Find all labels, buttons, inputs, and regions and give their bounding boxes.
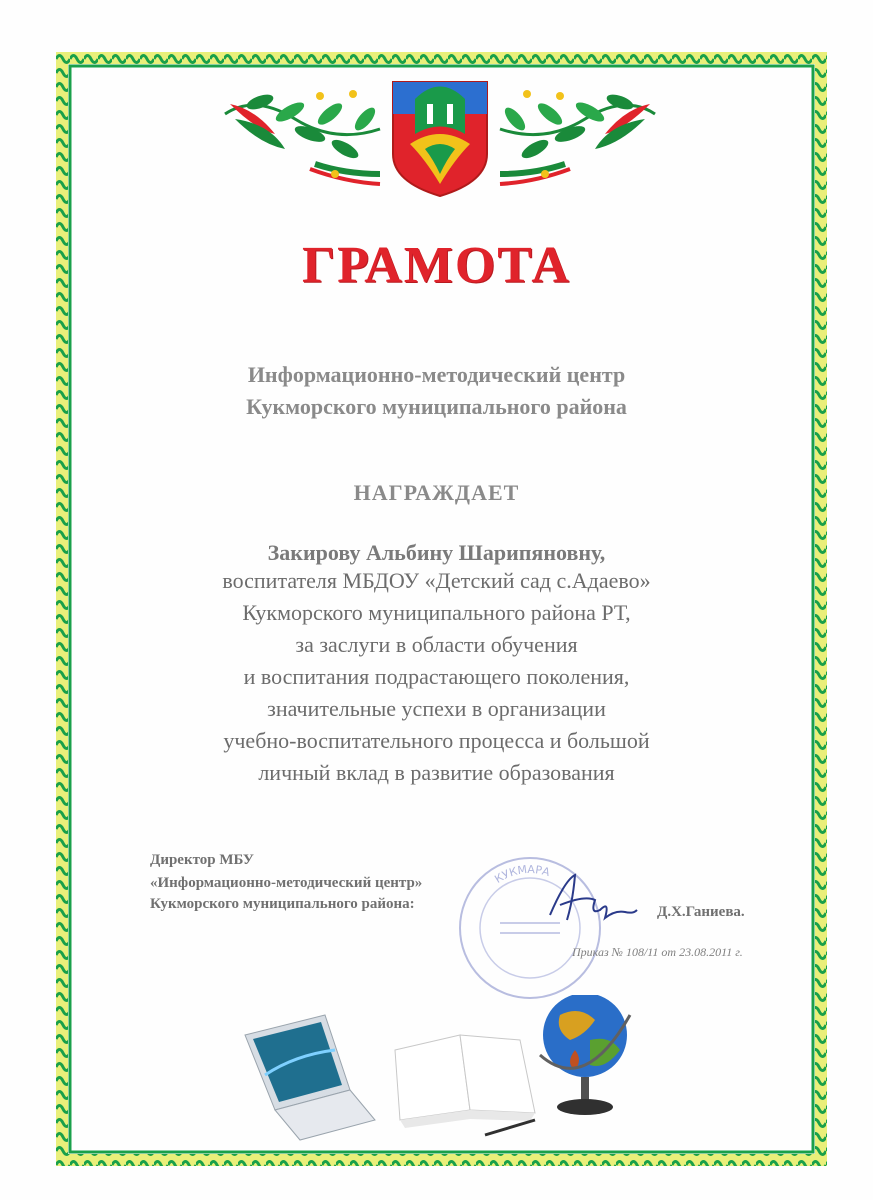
body-line: личный вклад в развитие образования — [258, 760, 615, 785]
coat-of-arms-icon — [393, 82, 487, 196]
handwritten-signature — [545, 870, 640, 935]
body-line: и воспитания подрастающего поколения, — [243, 664, 630, 689]
signatory-line-2: «Информационно-методический центр» — [150, 875, 423, 891]
body-line: за заслуги в области обучения — [295, 632, 578, 657]
organization-line-1: Информационно-методический центр — [247, 362, 626, 387]
emblem-with-laurels — [215, 74, 665, 204]
award-action: НАГРАЖДАЕТ — [353, 480, 520, 505]
body-line: значительные успехи в организации — [267, 696, 606, 721]
book-icon — [395, 1035, 535, 1128]
right-laurel-icon — [500, 90, 655, 184]
pen-icon — [485, 1120, 535, 1135]
globe-icon — [540, 995, 630, 1115]
stamp-text: КУКМАРА — [492, 862, 552, 886]
svg-text:КУКМАРА — [492, 863, 552, 886]
certificate-title: ГРАМОТА — [302, 237, 571, 294]
signatory-line-3: Кукморского муниципального района: — [150, 896, 415, 912]
education-illustration — [235, 995, 655, 1150]
laptop-icon — [245, 1015, 375, 1140]
signatory-name: Д.Х.Ганиева. — [657, 904, 745, 920]
body-line: учебно-воспитательного процесса и большой — [223, 728, 650, 753]
order-reference: Приказ № 108/11 от 23.08.2011 г. — [572, 945, 743, 959]
body-line: воспитателя МБДОУ «Детский сад с.Адаево» — [222, 568, 651, 593]
left-laurel-icon — [225, 90, 380, 184]
body-line: Кукморского муниципального района РТ, — [242, 600, 631, 625]
recipient-name: Закирову Альбину Шарипяновну, — [267, 540, 606, 565]
organization-line-2: Кукморского муниципального района — [246, 394, 627, 419]
signatory-line-1: Директор МБУ — [150, 852, 254, 868]
